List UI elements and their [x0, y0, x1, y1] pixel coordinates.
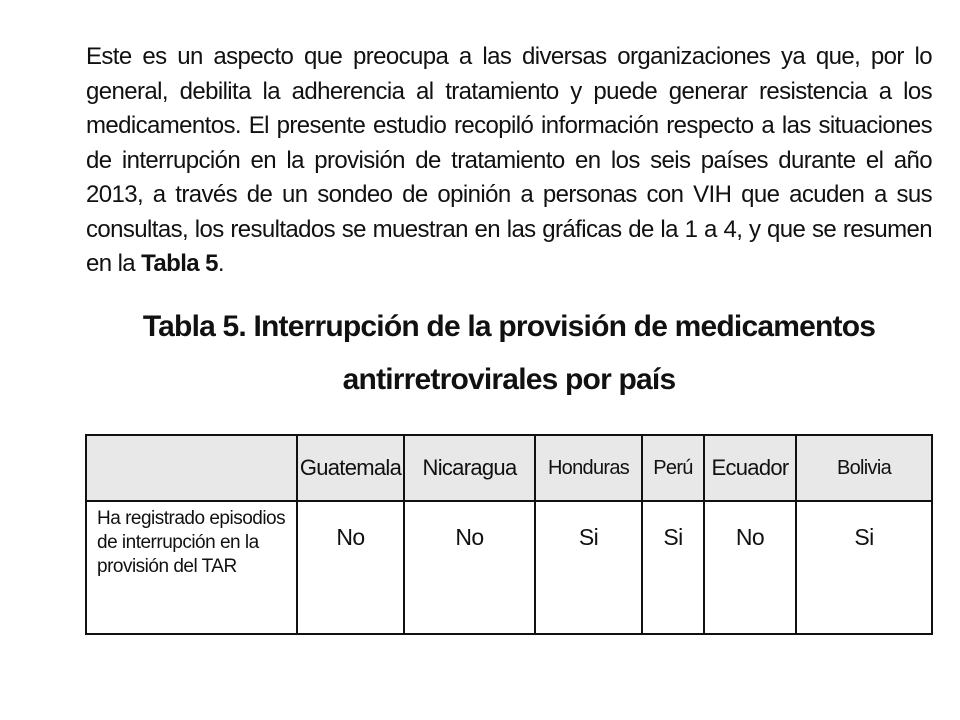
column-header: Nicaragua — [404, 435, 535, 501]
column-header: Perú — [642, 435, 704, 501]
table-cell: No — [704, 501, 796, 634]
table-reference: Tabla 5 — [141, 250, 218, 277]
table-title-line-2: antirretrovirales por país — [342, 363, 676, 396]
table-title — [86, 300, 932, 406]
table-cell: Si — [796, 501, 932, 634]
column-header: Ecuador — [704, 435, 796, 501]
table-corner-cell — [86, 435, 297, 501]
table-title-line-1: Tabla 5. Interrupción de la provisión de medicamentos — [142, 310, 876, 343]
table-header-row — [86, 435, 932, 501]
intro-paragraph — [86, 40, 932, 282]
table-cell: Si — [642, 501, 704, 634]
column-header: Guatemala — [297, 435, 404, 501]
paragraph-text: Este es un aspecto que preocupa a las diversas organizaciones ya que, por lo general, debilita la adherencia al tratamiento y puede generar resistencia a los medicamentos. El presente estudio recopiló información respecto a las situaciones de interrupción en la provisión de tratamiento en los seis países durante el año 2013, a través de un sondeo de opinión a personas con VIH que acuden a sus consultas, los resultados se muestran en las gráficas de la 1 a 4, y que se resumen en la — [86, 43, 932, 277]
interruption-table — [85, 434, 933, 635]
table-row — [86, 501, 932, 634]
paragraph-end: . — [217, 250, 224, 277]
column-header: Honduras — [535, 435, 642, 501]
column-header: Bolivia — [796, 435, 932, 501]
table-cell: Si — [535, 501, 642, 634]
table-cell: No — [297, 501, 404, 634]
table-cell: No — [404, 501, 535, 634]
row-label: Ha registrado episodios de interrupción en la provisión del TAR — [86, 501, 297, 634]
